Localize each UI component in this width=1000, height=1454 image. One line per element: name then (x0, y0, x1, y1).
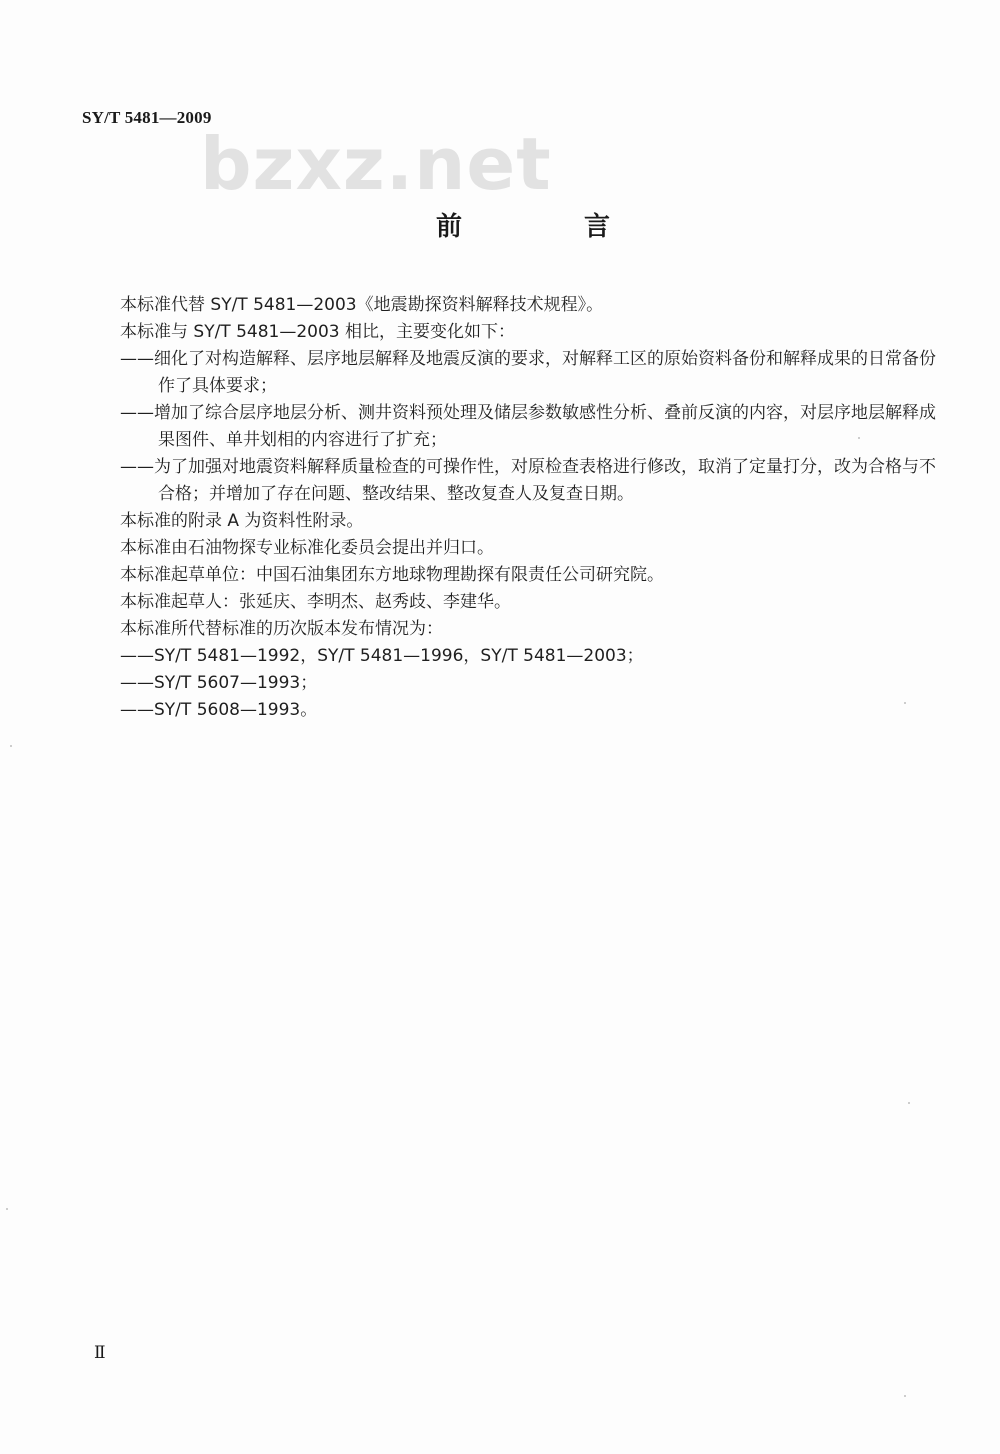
page-title: 前 言 (436, 212, 659, 242)
drafters-statement: 本标准起草人：张延庆、李明杰、赵秀歧、李建华。 (120, 592, 511, 612)
scan-speck (10, 745, 12, 747)
replacement-statement: 本标准代替 SY/T 5481—2003《地震勘探资料解释技术规程》。 (120, 295, 604, 315)
change-item: ——为了加强对地震资料解释质量检查的可操作性，对原检查表格进行修改，取消了定量打分，改为合格与不合格；并增加了存在问题、整改结果、整改复查人及复查日期。 (120, 457, 936, 504)
foreword-body (120, 292, 936, 724)
site-watermark: bzxz.net (200, 122, 552, 206)
change-item: ——细化了对构造解释、层序地层解释及地震反演的要求，对解释工区的原始资料备份和解释成果的日常备份作了具体要求； (120, 349, 936, 396)
page-number: Ⅱ (94, 1343, 106, 1362)
proposer-statement: 本标准由石油物探专业标准化委员会提出并归口。 (120, 538, 494, 558)
history-intro: 本标准所代替标准的历次版本发布情况为： (120, 619, 443, 639)
appendix-statement: 本标准的附录 A 为资料性附录。 (120, 511, 364, 531)
scan-speck (858, 437, 860, 439)
standard-code-header: SY/T 5481—2009 (82, 108, 212, 127)
history-item: ——SY/T 5608—1993。 (120, 700, 318, 720)
history-item: ——SY/T 5607—1993； (120, 673, 318, 693)
scan-speck (908, 1102, 910, 1104)
scan-speck (6, 1208, 8, 1210)
changes-intro: 本标准与 SY/T 5481—2003 相比，主要变化如下： (120, 322, 516, 342)
history-item: ——SY/T 5481—1992，SY/T 5481—1996，SY/T 5481—2003； (120, 646, 644, 666)
scan-speck (904, 1395, 906, 1397)
scan-speck (904, 702, 906, 704)
change-item: ——增加了综合层序地层分析、测井资料预处理及储层参数敏感性分析、叠前反演的内容，对层序地层解释成果图件、单井划相的内容进行了扩充； (120, 403, 936, 450)
drafting-unit-statement: 本标准起草单位：中国石油集团东方地球物理勘探有限责任公司研究院。 (120, 565, 664, 585)
